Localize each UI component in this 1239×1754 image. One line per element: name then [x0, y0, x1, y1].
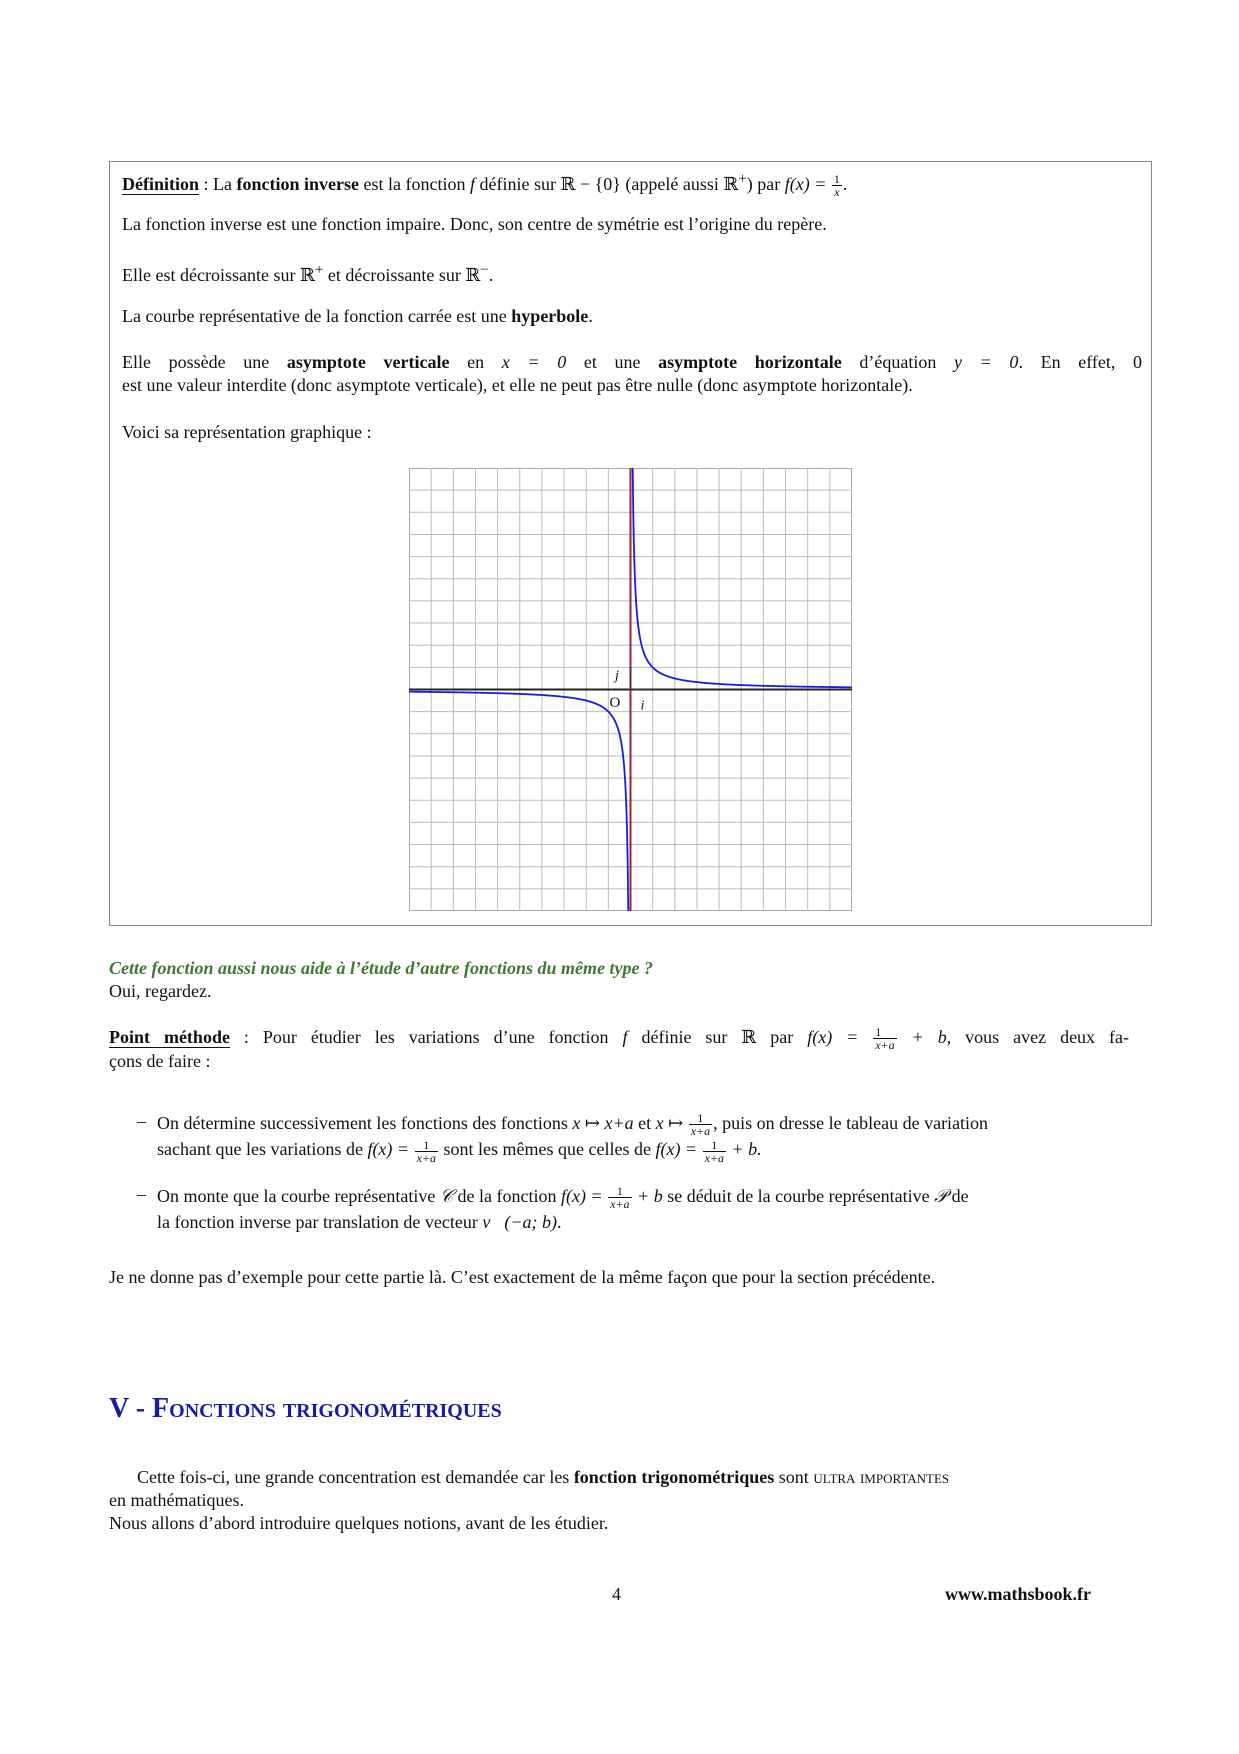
definition-line: Définition : La fonction inverse est la fonction f définie sur ℝ − {0} (appelé aussi ℝ+) par f(x) = $\frac{1}{x}$ .: [122, 171, 848, 200]
fraction: $\frac{1}{x+a}$: [690, 1111, 711, 1139]
bullet-dash: –: [137, 1184, 146, 1204]
answer-text: Oui, regardez.: [109, 981, 212, 1001]
bullet-dash: –: [137, 1111, 146, 1131]
fraction: $\frac{1}{x+a}$: [875, 1025, 895, 1053]
methode-line-2: çons de faire :: [109, 1051, 211, 1071]
section-paragraph-3: Nous allons d’abord introduire quelques notions, avant de les étudier.: [109, 1513, 609, 1533]
inverse-function-graph: [409, 468, 852, 911]
page-number: 4: [612, 1584, 621, 1604]
site-url: www.mathsbook.fr: [945, 1584, 1092, 1604]
closing-text: Je ne donne pas d’exemple pour cette partie là. C’est exactement de la même façon que pour la section précédente.: [109, 1267, 936, 1287]
graph-intro: Voici sa représentation graphique :: [122, 422, 372, 442]
bullet-2: On monte que la courbe représentative 𝒞 de la fonction f(x) = $\frac{1}{x+a}$ + b se déduit de la courbe représentative 𝒫 de la fonction inverse par translation de vecteur v⃗(−a; b).: [157, 1184, 969, 1233]
fraction: $\frac{1}{x+a}$: [610, 1184, 630, 1212]
monotony-text: Elle est décroissante sur ℝ+ et décroissante sur ℝ−.: [122, 262, 494, 285]
fraction: $\frac{1}{x+a}$: [704, 1137, 725, 1165]
methode-line: Point méthode : Pour étudier les variations d’une fonction f définie sur ℝ par f(x) = $\frac{1}{x+a}$ + b, vous avez deux fa-: [109, 1025, 1129, 1053]
hyperbole-text: La courbe représentative de la fonction carrée est une hyperbole.: [122, 306, 593, 326]
unit-label-i: i: [640, 698, 645, 714]
fraction: $\frac{1}{x}$: [833, 172, 840, 200]
unit-label-j: j: [614, 668, 619, 684]
fraction: $\frac{1}{x+a}$: [416, 1137, 436, 1165]
definition-box: [109, 161, 1152, 926]
bullet-1: On détermine successivement les fonctions des fonctions x ↦ x+a et x ↦ $\frac{1}{x+a}$ , puis on dresse le tableau de variation sachant que les variations de f(x) = $\frac{1}{x+a}$ sont les mêmes que celles de f(x) = $\frac{1}{x+a}$ + b.: [157, 1111, 989, 1165]
definition-term: Définition: [122, 174, 200, 194]
question-text: Cette fonction aussi nous aide à l’étude d’autre fonctions du même type ?: [109, 958, 653, 978]
section-title: V - Fonctions trigonométriques: [109, 1393, 502, 1424]
section-paragraph-2: en mathématiques.: [109, 1490, 244, 1510]
asymptote-text-2: est une valeur interdite (donc asymptote verticale), et elle ne peut pas être nulle (donc asymptote horizontale).: [122, 375, 913, 395]
parity-text: La fonction inverse est une fonction impaire. Donc, son centre de symétrie est l’origine du repère.: [122, 214, 827, 234]
asymptote-text: Elle possède une asymptote verticale en x = 0 et une asymptote horizontale d’équation y = 0. En effet, 0: [122, 352, 1143, 372]
methode-term: Point méthode: [109, 1027, 230, 1047]
origin-label: O: [609, 695, 621, 712]
section-paragraph: Cette fois-ci, une grande concentration est demandée car les fonction trigonométriques sont ultra importantes: [137, 1467, 950, 1487]
